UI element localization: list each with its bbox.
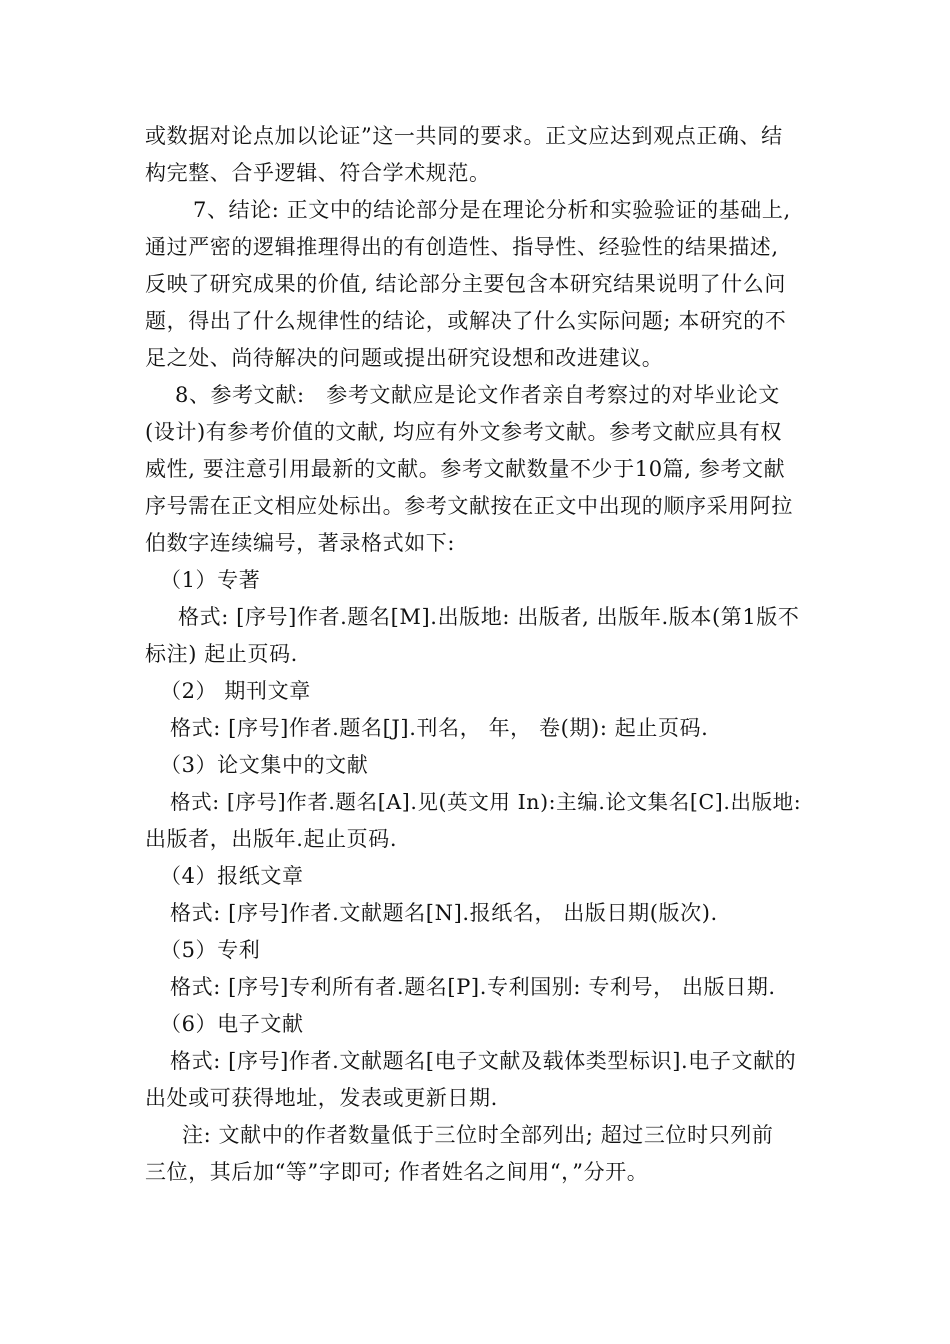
format-line: 格式: [序号]作者.文献题名[N].报纸名， 出版日期(版次). xyxy=(170,901,718,925)
list-heading-proceedings: （3）论文集中的文献 xyxy=(160,753,369,777)
list-heading-journal: （2） 期刊文章 xyxy=(160,679,311,703)
list-heading-electronic: （6）电子文献 xyxy=(160,1012,304,1036)
text-line: 足之处、尚待解决的问题或提出研究设想和改进建议。 xyxy=(145,346,664,370)
format-line: 格式: [序号]作者.文献题名[电子文献及载体类型标识].电子文献的 xyxy=(170,1049,797,1073)
format-line: 格式: [序号]作者.题名[A].见(英文用 In):主编.论文集名[C].出版地: xyxy=(170,790,802,814)
text-line: 序号需在正文相应处标出。参考文献按在正文中出现的顺序采用阿拉 xyxy=(145,494,793,518)
text-line: 威性, 要注意引用最新的文献。参考文献数量不少于10篇, 参考文献 xyxy=(145,457,786,481)
note-line: 注: 文献中的作者数量低于三位时全部列出; 超过三位时只列前 xyxy=(182,1123,774,1147)
conclusion-heading-line: 7、结论: 正文中的结论部分是在理论分析和实验验证的基础上, xyxy=(193,198,791,222)
text-line: 标注) 起止页码. xyxy=(145,642,298,666)
text-line: 出处或可获得地址，发表或更新日期. xyxy=(145,1086,498,1110)
references-heading-line: 8、参考文献: 参考文献应是论文作者亲自考察过的对毕业论文 xyxy=(175,383,780,407)
text-line: 构完整、合乎逻辑、符合学术规范。 xyxy=(145,161,491,185)
text-line: 通过严密的逻辑推理得出的有创造性、指导性、经验性的结果描述, xyxy=(145,235,779,259)
list-heading-newspaper: （4）报纸文章 xyxy=(160,864,304,888)
list-heading-monograph: （1）专著 xyxy=(160,568,261,592)
format-line: 格式: [序号]专利所有者.题名[P].专利国别: 专利号， 出版日期. xyxy=(170,975,776,999)
list-heading-patent: （5）专利 xyxy=(160,938,261,962)
format-line: 格式: [序号]作者.题名[M].出版地: 出版者, 出版年.版本(第1版不 xyxy=(178,605,800,629)
format-line: 格式: [序号]作者.题名[J].刊名， 年， 卷(期): 起止页码. xyxy=(170,716,709,740)
text-line: 三位，其后加“等”字即可; 作者姓名之间用“，”分开。 xyxy=(145,1160,649,1184)
text-line: 出版者，出版年.起止页码. xyxy=(145,827,398,851)
text-line: 或数据对论点加以论证”这一共同的要求。正文应达到观点正确、结 xyxy=(145,124,783,148)
text-line: 伯数字连续编号，著录格式如下: xyxy=(145,531,456,555)
text-line: 反映了研究成果的价值, 结论部分主要包含本研究结果说明了什么问 xyxy=(145,272,786,296)
text-line: (设计)有参考价值的文献, 均应有外文参考文献。参考文献应具有权 xyxy=(145,420,782,444)
text-line: 题，得出了什么规律性的结论，或解决了什么实际问题; 本研究的不 xyxy=(145,309,787,333)
